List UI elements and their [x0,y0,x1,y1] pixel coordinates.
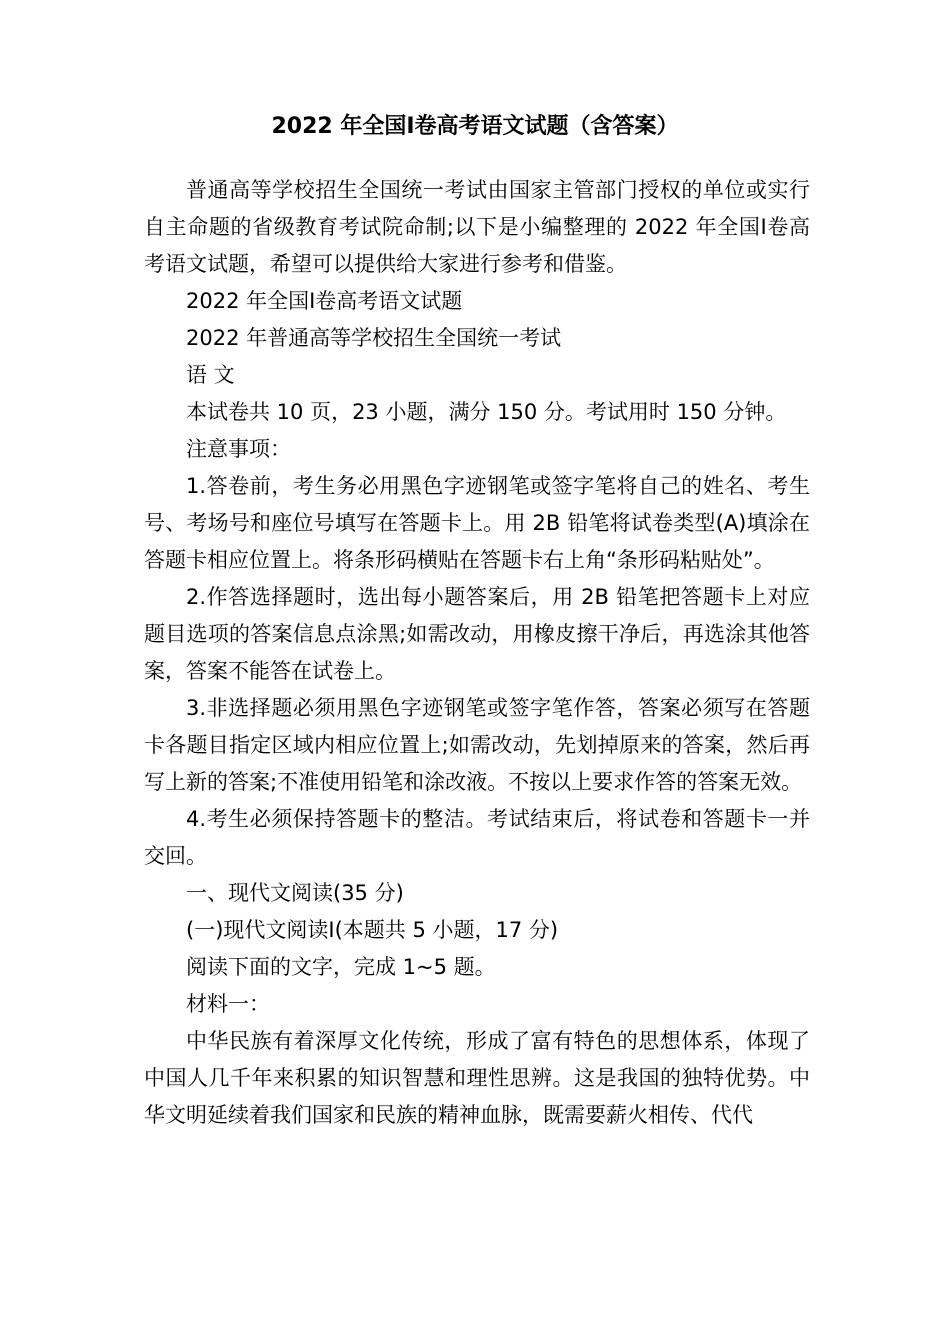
intro-paragraph: 普通高等学校招生全国统一考试由国家主管部门授权的单位或实行自主命题的省级教育考试院命制;以下是小编整理的 2022 年全国Ⅰ卷高考语文试题，希望可以提供给大家进行参考和借鉴。 [144,178,810,276]
note-item-4: 4.考生必须保持答题卡的整洁。考试结束后，将试卷和答题卡一并交回。 [144,807,810,868]
exam-name-line: 2022 年普通高等学校招生全国统一考试 [186,326,562,350]
exam-title-line: 2022 年全国Ⅰ卷高考语文试题 [186,289,463,313]
material-label: 材料一： [186,992,270,1016]
reading-instruction: 阅读下面的文字，完成 1~5 题。 [186,955,496,979]
subsection-heading: (一)现代文阅读Ⅰ(本题共 5 小题，17 分) [186,918,559,942]
note-item-3: 3.非选择题必须用黑色字迹钢笔或签字笔作答，答案必须写在答题卡各题目指定区域内相应位置上;如需改动，先划掉原来的答案，然后再写上新的答案;不准使用铅笔和涂改液。不按以上要求作答的答案无效。 [144,696,810,794]
section-heading: 一、现代文阅读(35 分) [186,881,404,905]
subject-line: 语 文 [186,363,235,387]
material-paragraph: 中华民族有着深厚文化传统，形成了富有特色的思想体系，体现了中国人几千年来积累的知识智慧和理性思辨。这是我国的独特优势。中华文明延续着我们国家和民族的精神血脉，既需要薪火相传、代代 [144,1029,810,1127]
note-item-1: 1.答卷前，考生务必用黑色字迹钢笔或签字笔将自己的姓名、考生号、考场号和座位号填写在答题卡上。用 2B 铅笔将试卷类型(A)填涂在答题卡相应位置上。将条形码横贴在答题卡右上角“条形码粘贴处”。 [144,474,810,572]
document-body [144,172,810,1134]
note-item-2: 2.作答选择题时，选出每小题答案后，用 2B 铅笔把答题卡上对应题目选项的答案信息点涂黑;如需改动，用橡皮擦干净后，再选涂其他答案，答案不能答在试卷上。 [144,585,810,683]
notes-heading: 注意事项： [186,437,291,461]
document-title: 2022 年全国Ⅰ卷高考语文试题（含答案） [271,114,679,139]
exam-info-line: 本试卷共 10 页，23 小题，满分 150 分。考试用时 150 分钟。 [186,400,787,424]
